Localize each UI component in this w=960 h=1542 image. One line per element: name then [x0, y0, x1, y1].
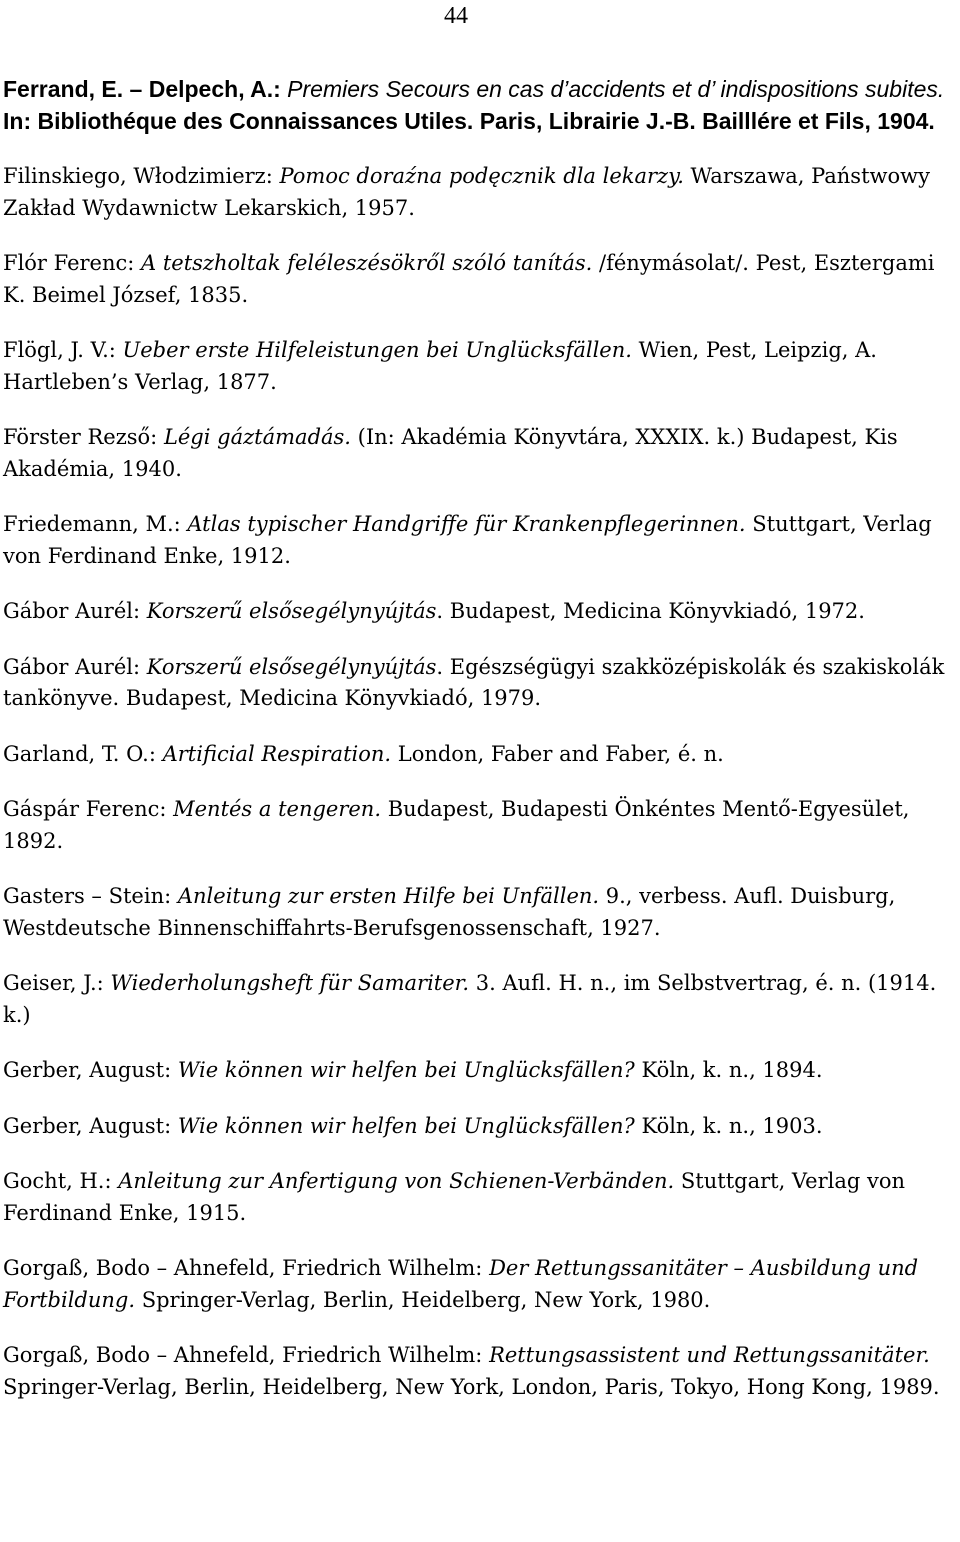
entry-publication: Budapest, Budapesti Önkéntes Mentő-Egyesület, 1892. [3, 797, 910, 853]
bibliography-entry [3, 1055, 958, 1087]
entry-title: Korszerű elsősegélynyújtás [146, 654, 437, 679]
entry-title: Der Rettungssanitäter – Ausbildung und Fortbildung. [3, 1256, 919, 1312]
bibliography-entry [3, 596, 958, 628]
entry-publication: (In: Akadémia Könyvtára, XXXIX. k.) Budapest, Kis Akadémia, 1940. [3, 425, 898, 481]
entry-title: Ueber erste Hilfeleistungen bei Unglücksfällen. [122, 338, 632, 362]
bibliography-entry [3, 968, 958, 1031]
bibliography-entry [3, 248, 958, 311]
entry-author: Gáspár Ferenc: [3, 797, 174, 821]
entry-title: Mentés a tengeren. [173, 797, 382, 821]
entry-author: Gábor Aurél: [3, 654, 147, 679]
entry-publication: London, Faber and Faber, é. n. [391, 741, 724, 766]
entry-title: Korszerű elsősegélynyújtás [146, 599, 437, 623]
entry-author: Gerber, August: [3, 1113, 178, 1138]
entry-author: Flögl, J. V.: [3, 338, 123, 362]
entry-author: Flór Ferenc: [3, 251, 141, 275]
entry-title: Artificial Respiration. [162, 741, 392, 766]
bibliography-entry [3, 652, 958, 715]
bibliography-entry [3, 1111, 958, 1143]
entry-publication: Stuttgart, Verlag von Ferdinand Enke, 1915. [3, 1169, 906, 1225]
entry-title: Rettungsassistent und Rettungssanitäter. [489, 1343, 930, 1367]
entry-publication: In: Bibliothéque des Connaissances Utiles. Paris, Librairie J.-B. Bailllére et Fils, 1904. [3, 107, 935, 134]
bibliography-entry [3, 509, 958, 572]
entry-title: Wiederholungsheft für Samariter. [110, 971, 470, 995]
bibliography-entry [3, 422, 958, 485]
entry-author: Friedemann, M.: [3, 512, 188, 536]
bibliography-list [3, 74, 958, 1403]
entry-author: Geiser, J.: [3, 971, 111, 995]
bibliography-entry [3, 1340, 958, 1403]
bibliography-entry [3, 161, 958, 224]
entry-author: Gocht, H.: [3, 1169, 119, 1193]
entry-title: Wie können wir helfen bei Unglücksfällen? [177, 1113, 635, 1138]
entry-publication: Köln, k. n., 1903. [634, 1113, 823, 1138]
bibliography-entry [3, 74, 958, 137]
bibliography-entry [3, 1166, 958, 1229]
entry-author: Gerber, August: [3, 1058, 178, 1082]
bibliography-entry [3, 739, 958, 771]
entry-publication: 9., verbess. Aufl. Duisburg, Westdeutsche Binnenschiffahrts-Berufsgenossenschaft, 1927. [3, 884, 896, 940]
entry-title: A tetszholtak feléleszésökről szóló tanítás. [141, 251, 593, 275]
entry-title: Anleitung zur Anfertigung von Schienen-Verbänden. [118, 1169, 675, 1193]
entry-author: Gorgaß, Bodo – Ahnefeld, Friedrich Wilhelm: [3, 1256, 490, 1280]
entry-publication: . Egészségügyi szakközépiskolák és szakiskolák tankönyve. Budapest, Medicina Könyvkiadó, 1979. [3, 654, 945, 710]
entry-publication: Springer-Verlag, Berlin, Heidelberg, New York, 1980. [135, 1287, 711, 1312]
entry-author: Förster Rezső: [3, 425, 164, 449]
bibliography-entry [3, 1253, 958, 1316]
entry-publication: . Budapest, Medicina Könyvkiadó, 1972. [436, 599, 865, 623]
bibliography-entry [3, 881, 958, 944]
entry-title: Premiers Secours en cas d’accidents et d’ indispositions subites. [287, 76, 945, 102]
entry-author: Garland, T. O.: [3, 741, 163, 766]
entry-publication: Warszawa, Państwowy Zakład Wydawnictw Lekarskich, 1957. [3, 164, 930, 220]
bibliography-entry [3, 794, 958, 857]
entry-publication: Wien, Pest, Leipzig, A. Hartleben’s Verlag, 1877. [3, 338, 877, 394]
entry-title: Pomoc doraźna podęcznik dla lekarzy. [279, 164, 684, 188]
entry-title: Anleitung zur ersten Hilfe bei Unfällen. [177, 884, 600, 908]
entry-author: Filinskiego, Włodzimierz: [3, 164, 280, 188]
entry-publication: Springer-Verlag, Berlin, Heidelberg, New York, London, Paris, Tokyo, Hong Kong, 1989. [3, 1374, 940, 1399]
entry-author: Gábor Aurél: [3, 599, 147, 623]
entry-author: Ferrand, E. – Delpech, A.: [3, 76, 288, 102]
entry-publication: 3. Aufl. H. n., im Selbstvertrag, é. n. (1914. k.) [3, 971, 937, 1027]
entry-title: Légi gáztámadás. [163, 425, 351, 449]
page-number: 44 [444, 3, 468, 29]
entry-publication: /fénymásolat/. Pest, Esztergami K. Beimel József, 1835. [3, 251, 935, 307]
bibliography-entry [3, 335, 958, 398]
entry-publication: Köln, k. n., 1894. [634, 1058, 823, 1082]
entry-author: Gorgaß, Bodo – Ahnefeld, Friedrich Wilhelm: [3, 1343, 490, 1367]
entry-title: Atlas typischer Handgriffe für Krankenpflegerinnen. [187, 512, 746, 536]
entry-publication: Stuttgart, Verlag von Ferdinand Enke, 1912. [3, 512, 932, 568]
entry-author: Gasters – Stein: [3, 884, 178, 908]
entry-title: Wie können wir helfen bei Unglücksfällen? [177, 1058, 635, 1082]
